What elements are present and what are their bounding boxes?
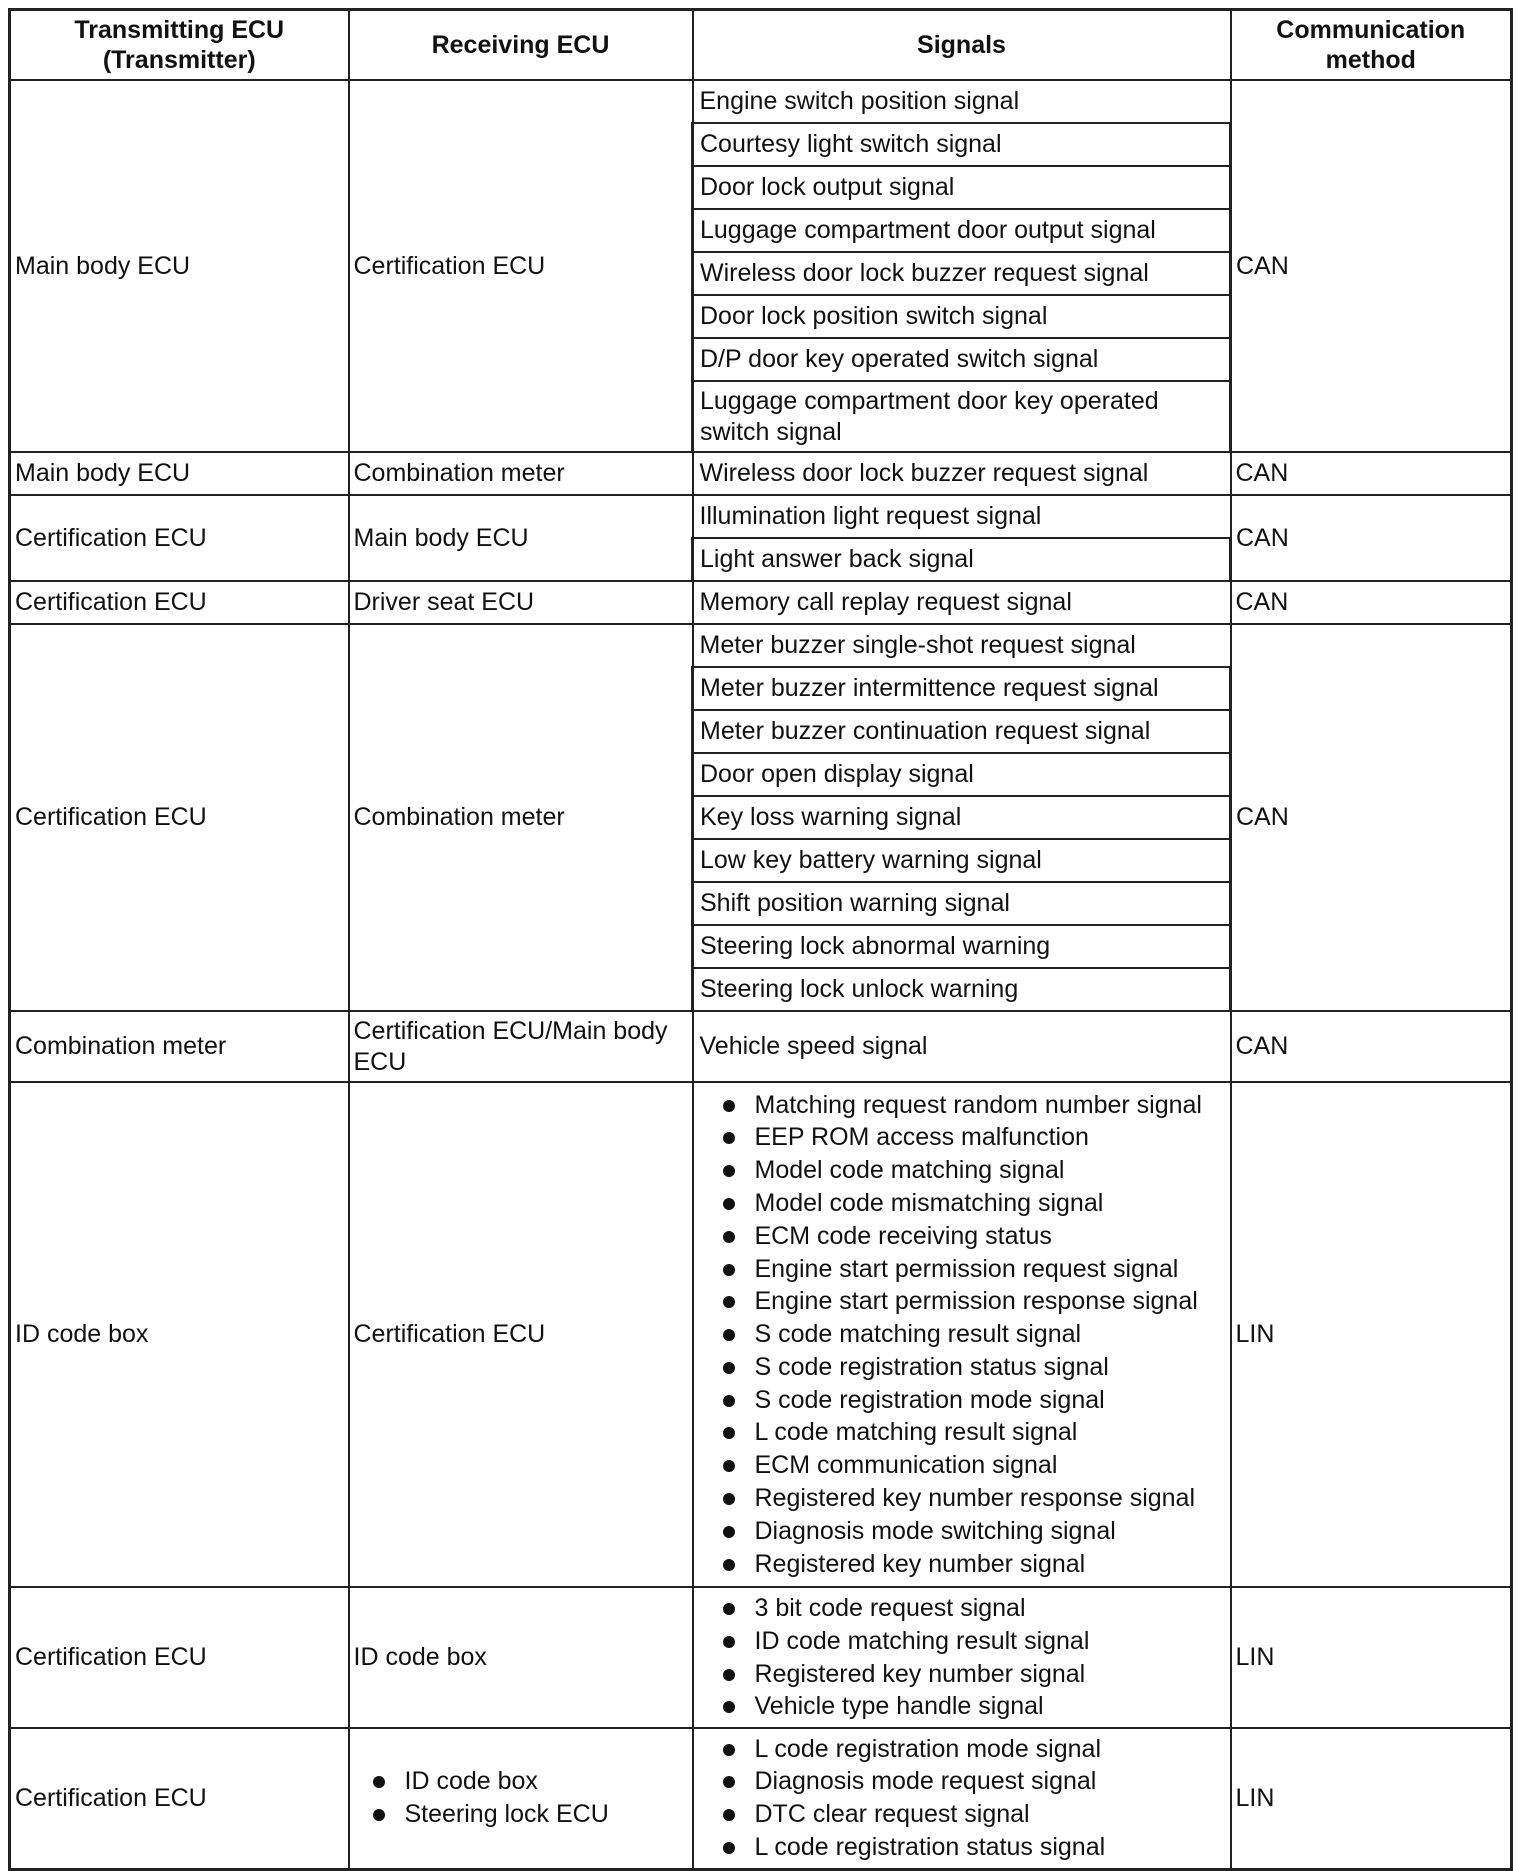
list-item: L code registration status signal [700, 1831, 1224, 1864]
signal-cell: Door lock position switch signal [693, 295, 1231, 338]
signal-cell: Meter buzzer single-shot request signal [693, 624, 1231, 667]
header-row [10, 10, 1512, 81]
signal-cell: Low key battery warning signal [693, 839, 1231, 882]
signal-cell: Wireless door lock buzzer request signal [693, 452, 1231, 495]
transmitting-ecu-cell: Certification ECU [10, 1587, 349, 1728]
receiving-ecu-cell: Main body ECU [349, 495, 693, 581]
ecu-signal-table [8, 8, 1513, 1871]
table-row [10, 581, 1512, 624]
table-row [10, 452, 1512, 495]
list-item: S code matching result signal [700, 1318, 1224, 1351]
method-cell: CAN [1231, 495, 1512, 581]
signal-cell: Luggage compartment door output signal [693, 209, 1231, 252]
receiving-ecu-cell: Certification ECU/Main body ECU [349, 1011, 693, 1082]
transmitting-ecu-cell: Certification ECU [10, 624, 349, 1011]
list-item: Diagnosis mode request signal [700, 1765, 1224, 1798]
signal-cell: Illumination light request signal [693, 495, 1231, 538]
table-row [10, 1011, 1512, 1082]
list-item: Vehicle type handle signal [700, 1690, 1224, 1723]
signal-list-cell [693, 1082, 1231, 1587]
signal-cell: Meter buzzer intermittence request signal [693, 667, 1231, 710]
signal-cell: Light answer back signal [693, 538, 1231, 581]
receiving-ecu-cell: Certification ECU [349, 80, 693, 452]
signal-cell: Steering lock abnormal warning [693, 925, 1231, 968]
signal-cell: Wireless door lock buzzer request signal [693, 252, 1231, 295]
list-item: L code matching result signal [700, 1416, 1224, 1449]
signal-cell: Luggage compartment door key operated switch signal [693, 381, 1231, 452]
table-row [10, 495, 1512, 538]
receiving-ecu-list-cell [349, 1728, 693, 1869]
transmitting-ecu-cell: Main body ECU [10, 452, 349, 495]
receiving-ecu-cell: Driver seat ECU [349, 581, 693, 624]
signal-cell: Courtesy light switch signal [693, 123, 1231, 166]
list-item: ID code matching result signal [700, 1625, 1224, 1658]
list-item: Diagnosis mode switching signal [700, 1515, 1224, 1548]
signal-cell: Shift position warning signal [693, 882, 1231, 925]
table-row [10, 1082, 1512, 1587]
signal-list-cell [693, 1587, 1231, 1728]
signal-list-cell [693, 1728, 1231, 1869]
list-item: ECM communication signal [700, 1449, 1224, 1482]
list-item: Engine start permission request signal [700, 1253, 1224, 1286]
header-transmitting-ecu: Transmitting ECU (Transmitter) [10, 10, 349, 81]
list-item: ECM code receiving status [700, 1220, 1224, 1253]
table-row [10, 80, 1512, 123]
header-receiving-ecu: Receiving ECU [349, 10, 693, 81]
method-cell: LIN [1231, 1082, 1512, 1587]
transmitting-ecu-cell: Combination meter [10, 1011, 349, 1082]
signal-cell: D/P door key operated switch signal [693, 338, 1231, 381]
list-item: Engine start permission response signal [700, 1285, 1224, 1318]
table-row [10, 624, 1512, 667]
method-cell: LIN [1231, 1587, 1512, 1728]
table-row [10, 1587, 1512, 1728]
list-item: S code registration status signal [700, 1351, 1224, 1384]
list-item: ID code box [350, 1765, 688, 1798]
receiving-ecu-cell: Combination meter [349, 452, 693, 495]
method-cell: LIN [1231, 1728, 1512, 1869]
method-cell: CAN [1231, 80, 1512, 452]
transmitting-ecu-cell: Certification ECU [10, 581, 349, 624]
method-cell: CAN [1231, 1011, 1512, 1082]
list-item: Model code matching signal [700, 1154, 1224, 1187]
method-cell: CAN [1231, 452, 1512, 495]
method-cell: CAN [1231, 624, 1512, 1011]
list-item: Registered key number signal [700, 1658, 1224, 1691]
receiving-ecu-cell: Certification ECU [349, 1082, 693, 1587]
transmitting-ecu-cell: Certification ECU [10, 495, 349, 581]
table-row [10, 1728, 1512, 1869]
signal-cell: Door open display signal [693, 753, 1231, 796]
signal-cell: Key loss warning signal [693, 796, 1231, 839]
signal-cell: Vehicle speed signal [693, 1011, 1231, 1082]
transmitting-ecu-cell: ID code box [10, 1082, 349, 1587]
list-item: Registered key number response signal [700, 1482, 1224, 1515]
header-signals: Signals [693, 10, 1231, 81]
signal-list [700, 1592, 1224, 1723]
list-item: Steering lock ECU [350, 1798, 688, 1831]
list-item: Model code mismatching signal [700, 1187, 1224, 1220]
list-item: Matching request random number signal [700, 1089, 1224, 1122]
list-item: Registered key number signal [700, 1548, 1224, 1581]
signal-cell: Steering lock unlock warning [693, 968, 1231, 1011]
list-item: 3 bit code request signal [700, 1592, 1224, 1625]
signal-cell: Engine switch position signal [693, 80, 1231, 123]
receiving-ecu-cell: ID code box [349, 1587, 693, 1728]
signal-list [700, 1733, 1224, 1864]
transmitting-ecu-cell: Main body ECU [10, 80, 349, 452]
header-communication-method: Communication method [1231, 10, 1512, 81]
list-item: L code registration mode signal [700, 1733, 1224, 1766]
signal-cell: Memory call replay request signal [693, 581, 1231, 624]
list-item: EEP ROM access malfunction [700, 1121, 1224, 1154]
transmitting-ecu-cell: Certification ECU [10, 1728, 349, 1869]
signal-cell: Meter buzzer continuation request signal [693, 710, 1231, 753]
method-cell: CAN [1231, 581, 1512, 624]
list-item: S code registration mode signal [700, 1384, 1224, 1417]
signal-cell: Door lock output signal [693, 166, 1231, 209]
list-item: DTC clear request signal [700, 1798, 1224, 1831]
receiving-ecu-cell: Combination meter [349, 624, 693, 1011]
signal-list [700, 1089, 1224, 1581]
receiving-ecu-list [350, 1765, 688, 1831]
